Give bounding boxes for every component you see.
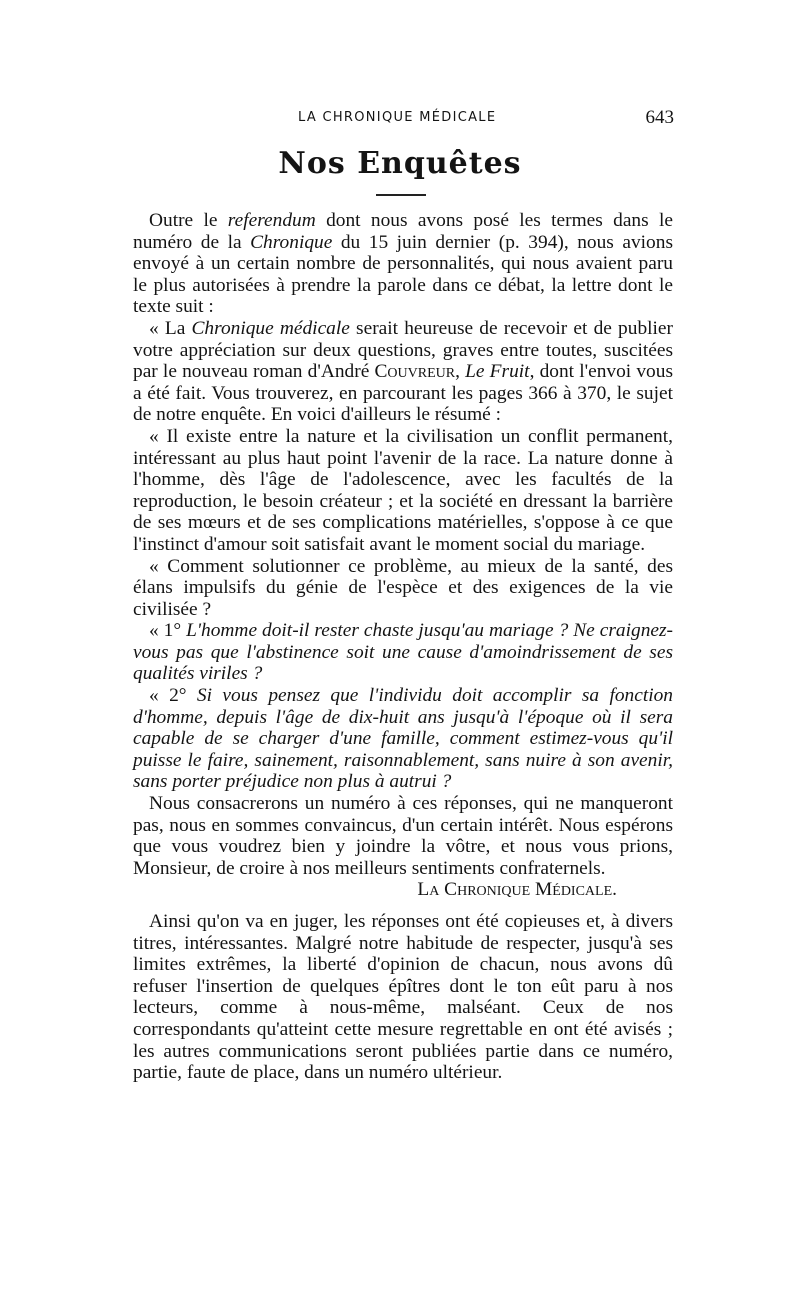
- paragraph-question-2: « 2° Si vous pensez que l'individu doit accomplir sa fonction d'homme, depuis l'âge de dix-huit ans jusqu'à l'époque où il sera capable de se charger d'une famille, comment estimez-vous qu'il puisse le faire, sainement, raisonnablement, sans nuire à son avenir, sans porter préjudice non plus à autrui ?: [133, 685, 673, 793]
- heading-rule: [376, 194, 426, 196]
- section-heading: Nos Enquêtes: [278, 146, 522, 181]
- article-body: [133, 210, 673, 1084]
- paragraph-letter-close: Nous consacrerons un numéro à ces réponses, qui ne manqueront pas, nous en sommes convaincus, d'un certain intérêt. Nous espérons que vous voudrez bien y joindre la vôtre, et nous vous prions, Monsieur, de croire à nos meilleurs sentiments confraternels.: [133, 793, 673, 879]
- paragraph-letter-2: « Il existe entre la nature et la civilisation un conflit permanent, intéressant au plus haut point l'avenir de la race. La nature donne à l'homme, dès l'âge de l'adolescence, avec les facultés de la reproduction, le besoin créateur ; et la société en dressant la barrière de ses mœurs et de ses complications matérielles, s'oppose à ce que l'instinct d'amour soit satisfait avant le moment social du mariage.: [133, 425, 673, 555]
- journal-title: LA CHRONIQUE MÉDICALE: [298, 110, 497, 125]
- signature: La Chronique Médicale.: [417, 879, 617, 901]
- paragraph-letter-1: « La Chronique médicale serait heureuse de recevoir et de publier votre appréciation sur deux questions, graves entre toutes, suscitées par le nouveau roman d'André Couvreur, Le Fruit, dont l'envoi vous a été fait. Vous trouverez, en parcourant les pages 366 à 370, le sujet de notre enquête. En voici d'ailleurs le résumé :: [133, 317, 673, 426]
- paragraph-intro: Outre le referendum dont nous avons posé les termes dans le numéro de la Chronique du 15 juin dernier (p. 394), nous avions envoyé à un certain nombre de personnalités, qui nous avaient paru le plus autorisées à prendre la parole dans ce débat, la lettre dont le texte suit :: [133, 210, 673, 318]
- paragraph-outro: Ainsi qu'on va en juger, les réponses ont été copieuses et, à divers titres, intéressantes. Malgré notre habitude de respecter, jusqu'à ses limites extrêmes, la liberté d'opinion de chacun, nous avons dû refuser l'insertion de quelques épîtres dont le ton eût paru à nos lecteurs, comme à nous-même, malséant. Ceux de nos correspondants qu'atteint cette mesure regrettable en ont été avisés ; les autres communications seront publiées partie dans ce numéro, partie, faute de place, dans un numéro ultérieur.: [133, 911, 673, 1084]
- paragraph-letter-3: « Comment solutionner ce problème, au mieux de la santé, des élans impulsifs du génie de l'espèce et des exigences de la vie civilisée ?: [133, 555, 673, 620]
- page-number: 643: [645, 107, 674, 128]
- paragraph-question-1: « 1° L'homme doit-il rester chaste jusqu'au mariage ? Ne craignez-vous pas que l'abstinence soit une cause d'amoindrissement de ses qualités viriles ?: [133, 620, 673, 685]
- running-head: [134, 107, 674, 132]
